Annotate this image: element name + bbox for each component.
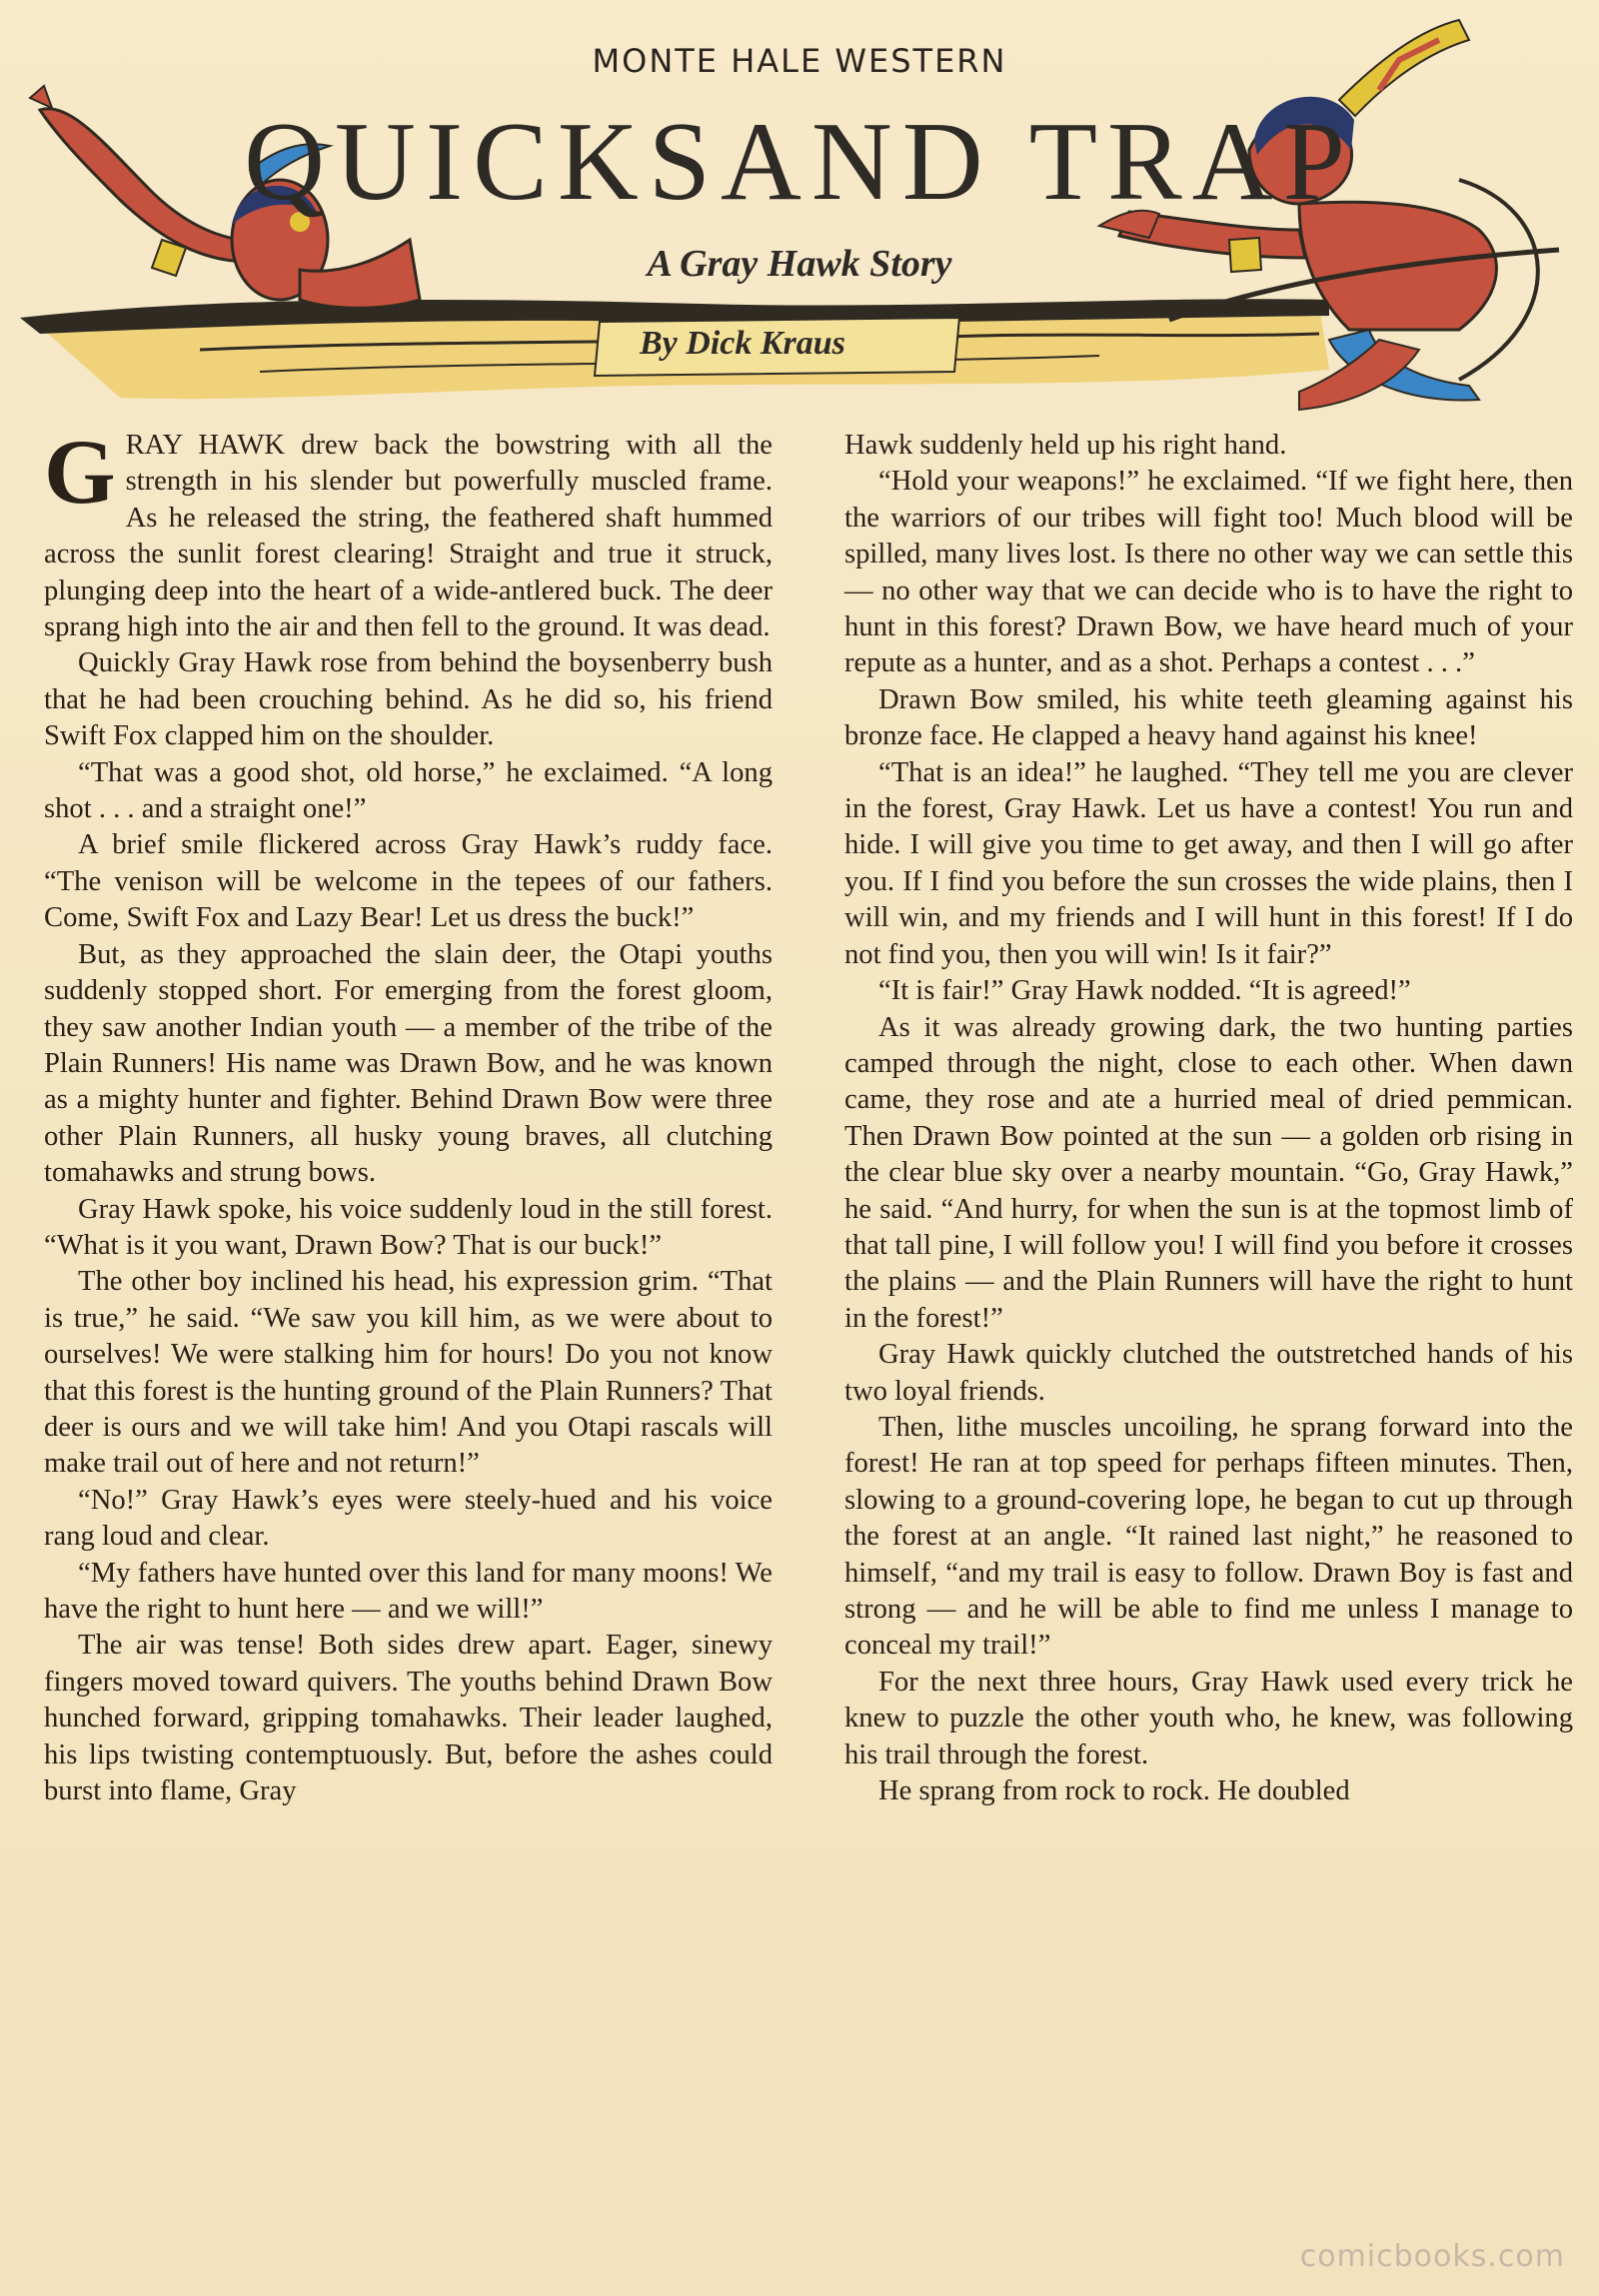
paragraph: Gray Hawk spoke, his voice suddenly loud in the still forest. “What is it you want, Drawn Bow? That is our buck!” [44, 1193, 773, 1261]
paragraph: For the next three hours, Gray Hawk used every trick he knew to puzzle the other youth who, he knew, was following his trail through the forest. [844, 1666, 1573, 1770]
right-column [844, 428, 1573, 2216]
paragraph: “My fathers have hunted over this land for many moons! We have the right to hunt here — and we will!” [44, 1557, 773, 1625]
paragraph: “That was a good shot, old horse,” he exclaimed. “A long shot . . . and a straight one!” [44, 756, 773, 825]
drop-cap: G [44, 421, 116, 523]
paragraph: Quickly Gray Hawk rose from behind the boysenberry bush that he had been crouching behind. As he did so, his friend Swift Fox clapped him on the shoulder. [44, 647, 773, 752]
paragraph: Hawk suddenly held up his right hand. [844, 430, 1287, 461]
magazine-name: MONTE HALE WESTERN [592, 42, 1007, 80]
paragraph: As it was already growing dark, the two hunting parties camped through the night, close to each other. When dawn came, they rose and ate a hurried meal of dried pemmican. Then Drawn Bow pointed at the sun — a golden orb rising in the clear blue sky over a nearby mountain. “Go, Gray Hawk,” he said. “And hurry, for when the sun is at the topmost limb of that tall pine, I will follow you! I will find you before it crosses the plains — and the Plain Runners will have the right to hunt in the forest!” [844, 1011, 1573, 1334]
paragraph: But, as they approached the slain deer, the Otapi youths suddenly stopped short. For emerging from the forest gloom, they saw another Indian youth — a member of the tribe of the Plain Runners! His name was Drawn Bow, and he was known as a mighty hunter and fighter. Behind Drawn Bow were three other Plain Runners, all husky young braves, all clutching tomahawks and strung bows. [44, 938, 773, 1189]
left-column [44, 421, 773, 2216]
paragraph: He sprang from rock to rock. He doubled [878, 1775, 1350, 1807]
site-watermark: comicbooks.com [1299, 2239, 1565, 2274]
paragraph: The other boy inclined his head, his expression grim. “That is true,” he said. “We saw you kill him, as we were about to ourselves! We were stalking him for hours! Do you not know that this forest is the hunting ground of the Plain Runners? That deer is ours and we will take him! And you Otapi rascals will make trail out of here and not return!” [44, 1266, 773, 1480]
title-header [0, 0, 1599, 420]
story-columns [44, 421, 1573, 2216]
paragraph: GRAY HAWK drew back the bowstring with all the strength in his slender but powerfully muscled frame. As he released the string, the feathered shaft hummed across the sunlit forest clearing! Straight and true it struck, plunging deep into the heart of a wide-antlered buck. The deer sprang high into the air and then fell to the ground. It was dead. [44, 421, 773, 643]
paragraph: “No!” Gray Hawk’s eyes were steely-hued and his voice rang loud and clear. [44, 1484, 773, 1553]
paragraph: “That is an idea!” he laughed. “They tell me you are clever in the forest, Gray Hawk. Let us have a contest! You run and hide. I will give you time to get away, and then I will go after you. If I find you before the sun crosses the wide plains, then I will win, and my friends and I will hunt in this forest! If I do not find you, then you will win! Is it fair?” [844, 756, 1573, 970]
paragraph: “Hold your weapons!” he exclaimed. “If we fight here, then the warriors of our tribes will fight too! Much blood will be spilled, many lives lost. Is there no other way we can settle this — no other way that we can decide who is to have the right to hunt in this forest? Drawn Bow, we have heard much of your repute as a hunter, and as a shot. Perhaps a contest . . .” [844, 466, 1573, 679]
paragraph: “It is fair!” Gray Hawk nodded. “It is agreed!” [878, 975, 1411, 1007]
paragraph: A brief smile flickered across Gray Hawk’s ruddy face. “The venison will be welcome in the tepees of our fathers. Come, Swift Fox and Lazy Bear! Let us dress the buck!” [44, 829, 773, 934]
author-byline: By Dick Kraus [640, 325, 845, 362]
story-title: QUICKSAND TRAP [244, 100, 1355, 224]
paragraph: The air was tense! Both sides drew apart. Eager, sinewy fingers moved toward quivers. The youths behind Drawn Bow hunched forward, gripping tomahawks. Their leader laughed, his lips twisting contemptuously. But, before the ashes could burst into flame, Gray [44, 1630, 773, 1807]
story-subtitle: A Gray Hawk Story [647, 243, 952, 285]
paragraph: Drawn Bow smiled, his white teeth gleaming against his bronze face. He clapped a heavy hand against his knee! [844, 683, 1573, 752]
paragraph: Gray Hawk quickly clutched the outstretched hands of his two loyal friends. [844, 1339, 1573, 1407]
paragraph: Then, lithe muscles uncoiling, he sprang forward into the forest! He ran at top speed for perhaps fifteen minutes. Then, slowing to a ground-covering lope, he began to cut up through the forest at an angle. “It rained last night,” he reasoned to himself, “and my trail is easy to follow. Drawn Boy is fast and strong — and he will be able to find me unless I manage to conceal my trail!” [844, 1411, 1573, 1662]
